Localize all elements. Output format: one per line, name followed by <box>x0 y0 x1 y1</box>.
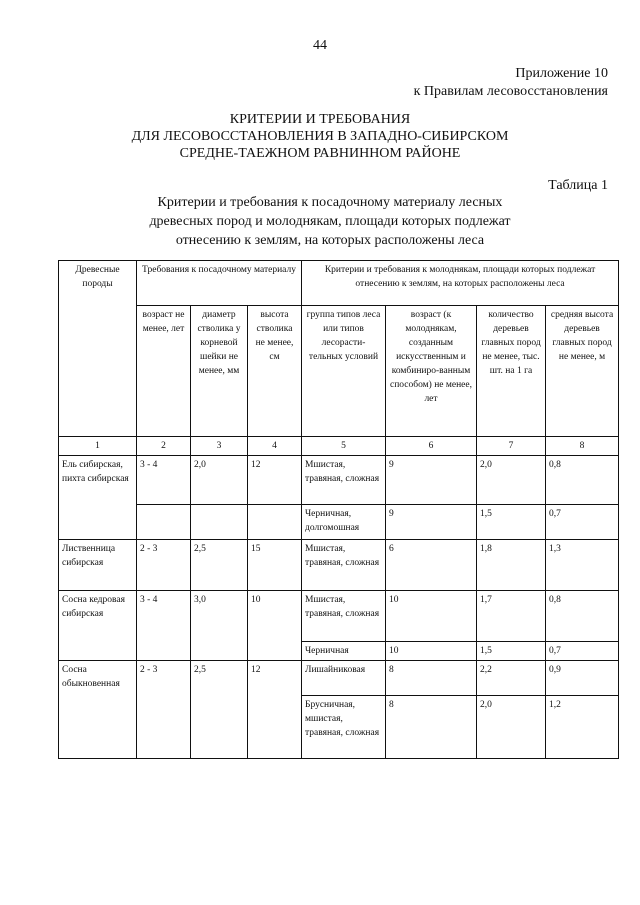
table-row <box>59 591 619 642</box>
column-number: 3 <box>191 437 248 456</box>
young-age-cell: 6 <box>386 540 477 591</box>
column-number: 7 <box>477 437 546 456</box>
species-cell: Лиственница сибирская <box>59 540 137 591</box>
count-cell: 1,7 <box>477 591 546 642</box>
planting-age-cell: 3 - 4 <box>137 591 191 661</box>
young-age-cell: 9 <box>386 456 477 505</box>
count-cell: 1,5 <box>477 505 546 540</box>
forest-type-cell: Брусничная, мшистая, травяная, сложная <box>302 696 386 759</box>
appendix-line-2: к Правилам лесовосстановления <box>413 84 608 99</box>
mean-height-cell: 0,7 <box>546 505 619 540</box>
forest-type-cell: Черничная, долгомошная <box>302 505 386 540</box>
mean-height-cell: 0,8 <box>546 456 619 505</box>
column-numbers-row <box>59 437 619 456</box>
count-cell: 2,2 <box>477 661 546 696</box>
height-cell: 12 <box>248 456 302 505</box>
header-col-4: высота стволика не менее, см <box>248 306 302 437</box>
diameter-cell: 3,0 <box>191 591 248 661</box>
header-col-7: количество деревьев главных пород не менее, тыс. шт. на 1 га <box>477 306 546 437</box>
forest-type-cell: Мшистая, травяная, сложная <box>302 540 386 591</box>
mean-height-cell: 1,2 <box>546 696 619 759</box>
young-age-cell: 9 <box>386 505 477 540</box>
table-row <box>59 540 619 591</box>
planting-age-cell: 2 - 3 <box>137 661 191 759</box>
young-age-cell: 8 <box>386 696 477 759</box>
caption-line-2: древесных пород и молоднякам, площади которых подлежат <box>149 214 511 229</box>
column-number: 1 <box>59 437 137 456</box>
column-number: 5 <box>302 437 386 456</box>
diameter-cell <box>191 505 248 540</box>
column-number: 8 <box>546 437 619 456</box>
header-planting-group: Требования к посадочному материалу <box>137 261 302 306</box>
forest-type-cell: Мшистая, травяная, сложная <box>302 456 386 505</box>
header-young-group: Критерии и требования к молоднякам, площади которых подлежат отнесению к землям, на которых расположены леса <box>302 261 619 306</box>
title-line-2: ДЛЯ ЛЕСОВОССТАНОВЛЕНИЯ В ЗАПАДНО-СИБИРСКОМ <box>131 129 509 144</box>
column-number: 4 <box>248 437 302 456</box>
caption-line-3: отнесению к землям, на которых расположены леса <box>175 233 485 248</box>
forest-type-cell: Мшистая, травяная, сложная <box>302 591 386 642</box>
mean-height-cell: 0,8 <box>546 591 619 642</box>
height-cell: 15 <box>248 540 302 591</box>
height-cell: 12 <box>248 661 302 759</box>
header-col-6: возраст (к молоднякам, созданным искусственным и комбиниро-ванным способом) не менее, лет <box>386 306 477 437</box>
species-cell: Сосна обыкновенная <box>59 661 137 759</box>
appendix-line-1: Приложение 10 <box>515 66 608 81</box>
header-col-5: группа типов леса или типов лесорасти-тельных условий <box>302 306 386 437</box>
diameter-cell: 2,0 <box>191 456 248 505</box>
title-line-1: КРИТЕРИИ И ТРЕБОВАНИЯ <box>229 112 411 127</box>
young-age-cell: 8 <box>386 661 477 696</box>
count-cell: 2,0 <box>477 696 546 759</box>
diameter-cell: 2,5 <box>191 540 248 591</box>
header-col-3: диаметр стволика у корневой шейки не менее, мм <box>191 306 248 437</box>
title-line-3: СРЕДНЕ-ТАЕЖНОМ РАВНИННОМ РАЙОНЕ <box>179 146 461 161</box>
planting-age-cell: 2 - 3 <box>137 540 191 591</box>
diameter-cell: 2,5 <box>191 661 248 759</box>
header-col-8: средняя высота деревьев главных пород не менее, м <box>546 306 619 437</box>
count-cell: 2,0 <box>477 456 546 505</box>
criteria-table <box>58 260 619 759</box>
table-row <box>59 505 619 540</box>
species-cell: Сосна кедровая сибирская <box>59 591 137 661</box>
mean-height-cell: 1,3 <box>546 540 619 591</box>
table-label: Таблица 1 <box>548 178 608 193</box>
forest-type-cell: Лишайниковая <box>302 661 386 696</box>
count-cell: 1,5 <box>477 642 546 661</box>
page-number: 44 <box>313 38 327 53</box>
forest-type-cell: Черничная <box>302 642 386 661</box>
height-cell: 10 <box>248 591 302 661</box>
young-age-cell: 10 <box>386 591 477 642</box>
caption-line-1: Критерии и требования к посадочному материалу лесных <box>157 195 503 210</box>
mean-height-cell: 0,9 <box>546 661 619 696</box>
count-cell: 1,8 <box>477 540 546 591</box>
column-number: 2 <box>137 437 191 456</box>
header-species: Древесные породы <box>59 261 137 437</box>
planting-age-cell <box>137 505 191 540</box>
height-cell <box>248 505 302 540</box>
header-col-2: возраст не менее, лет <box>137 306 191 437</box>
table-row <box>59 456 619 505</box>
young-age-cell: 10 <box>386 642 477 661</box>
column-number: 6 <box>386 437 477 456</box>
table-row <box>59 661 619 696</box>
planting-age-cell: 3 - 4 <box>137 456 191 505</box>
mean-height-cell: 0,7 <box>546 642 619 661</box>
species-cell: Ель сибирская, пихта сибирская <box>59 456 137 540</box>
